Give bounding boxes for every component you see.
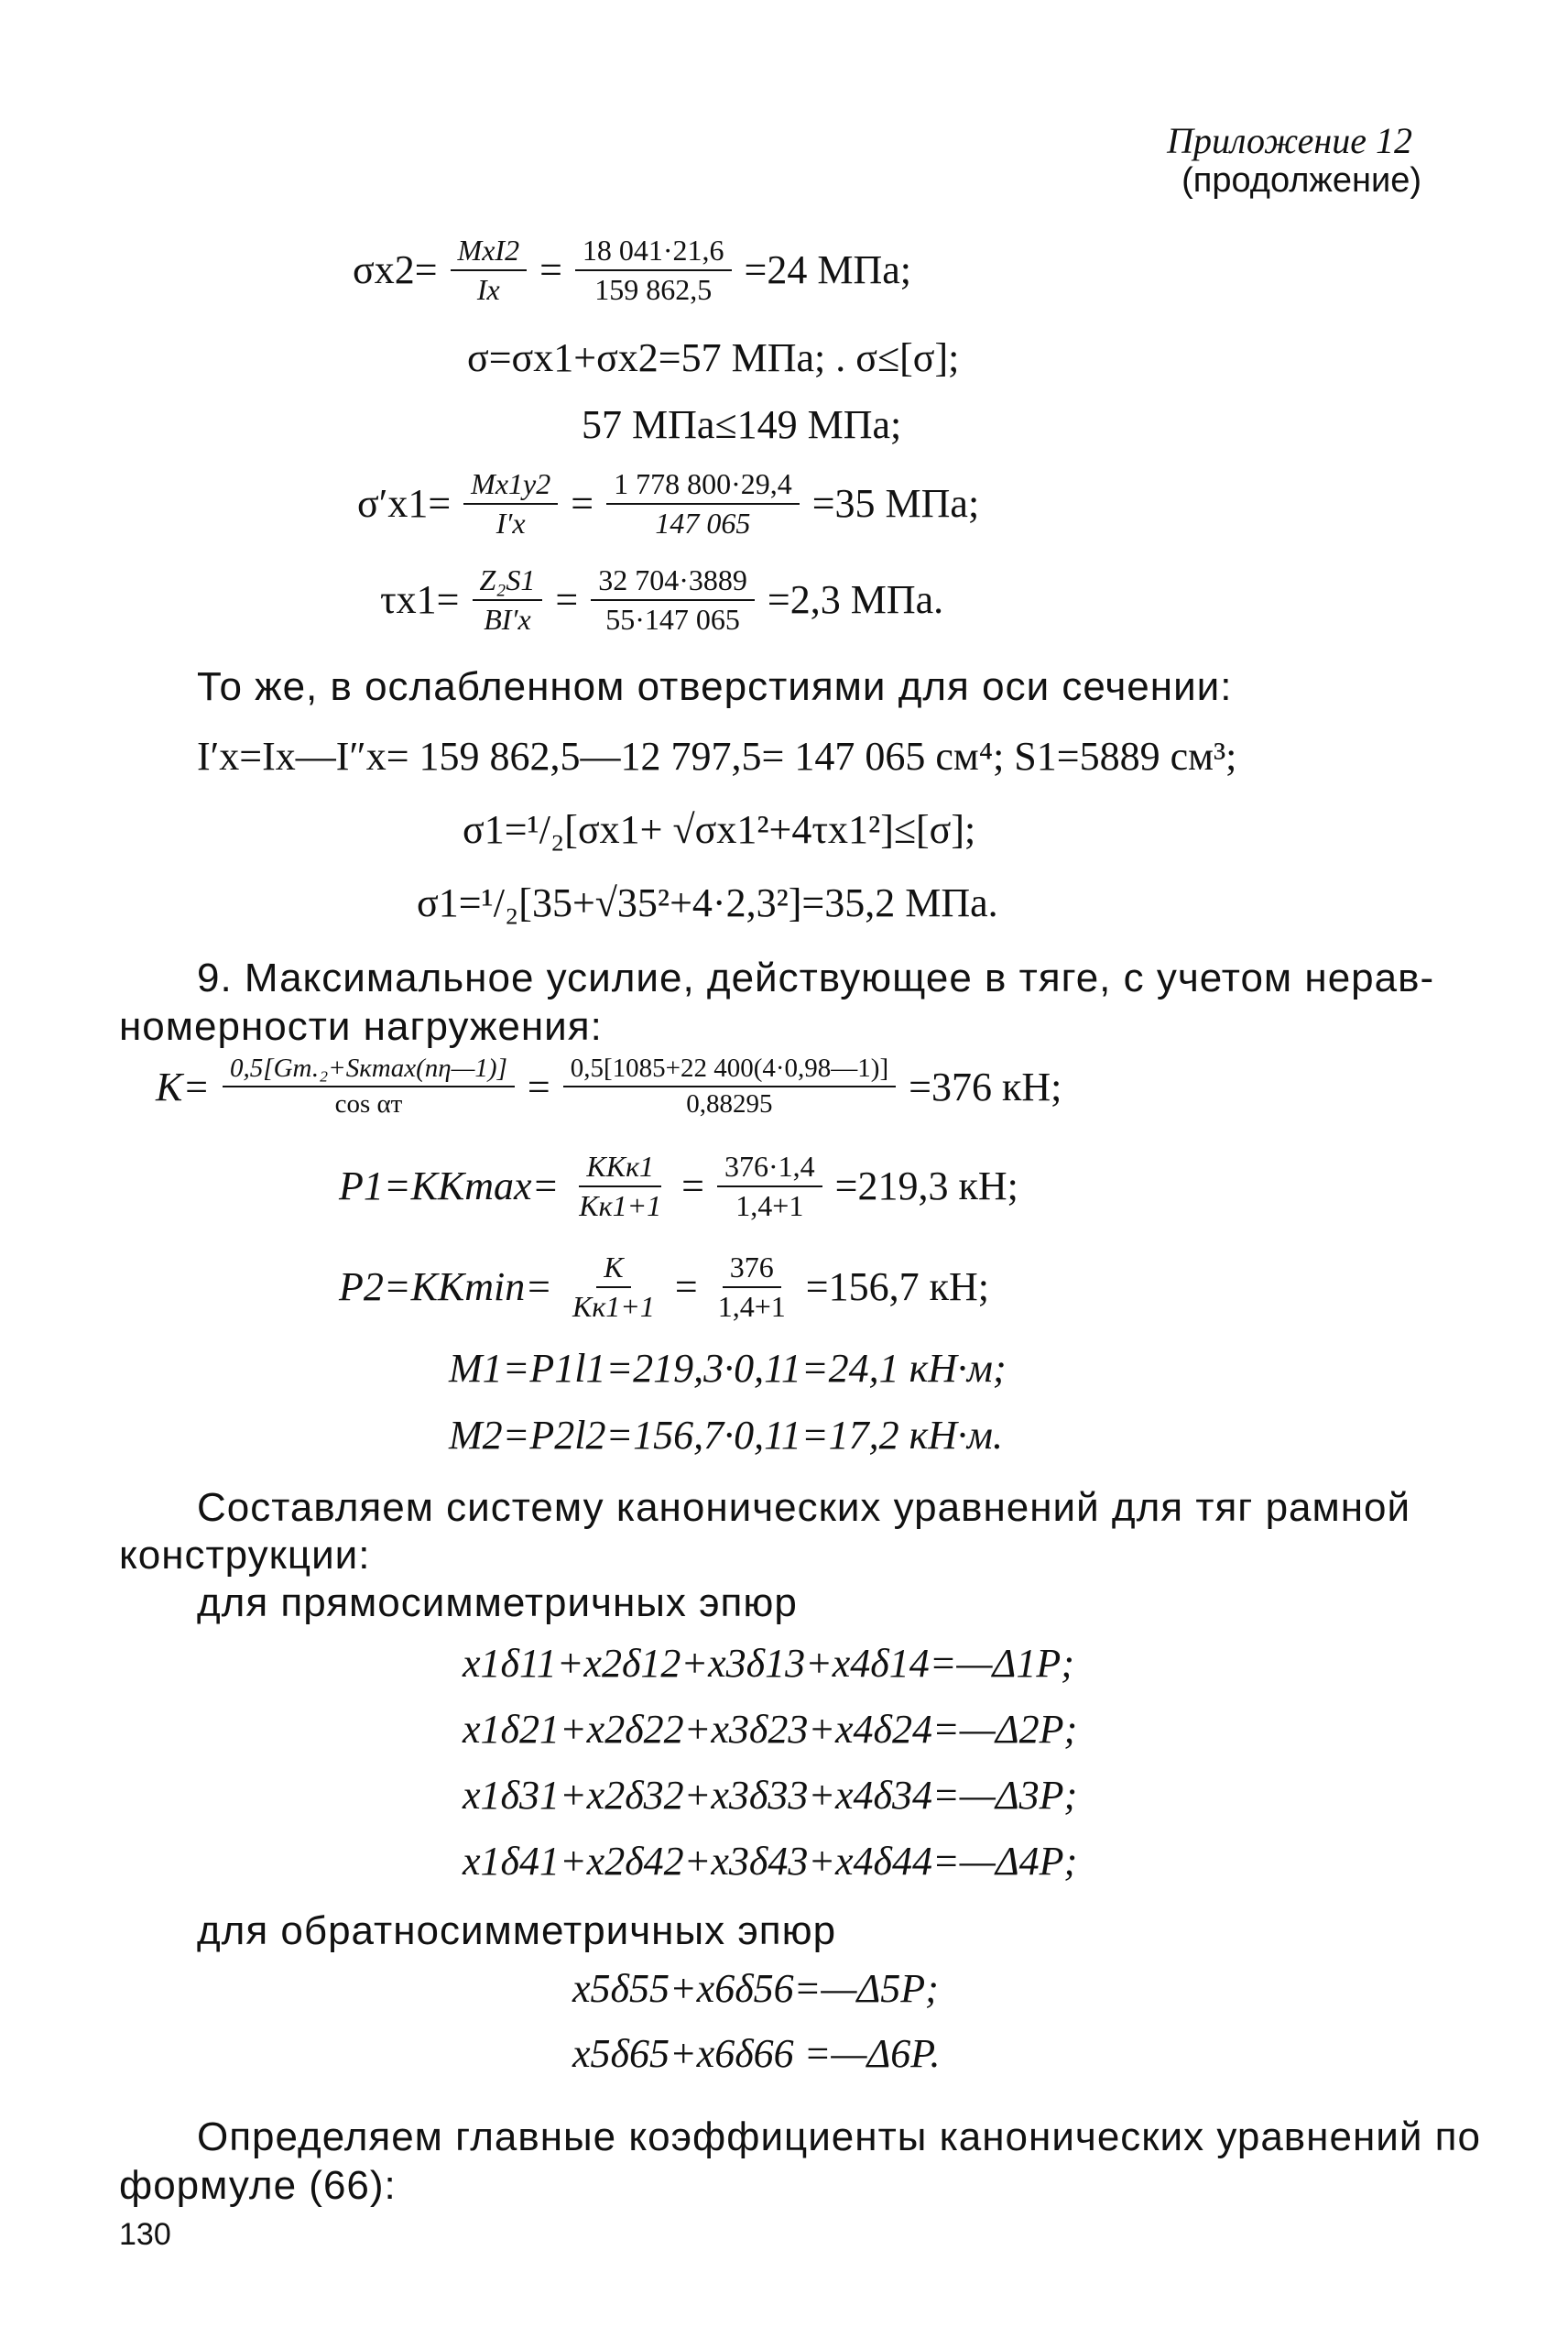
paragraph-canonical-line2: конструкции:: [119, 1533, 371, 1578]
fraction-numerator: 1 778 800·29,4: [606, 467, 800, 505]
fraction: [575, 234, 732, 307]
formula-rhs: =219,3 кН;: [834, 1164, 1018, 1209]
paragraph-inverse-symmetric: для обратносимметричных эпюр: [197, 1908, 837, 1953]
fraction: [572, 1150, 669, 1223]
equation-inverse-2: x5δ65+x6δ66 =—Δ6P.: [572, 2031, 941, 2076]
equals-sign: =: [539, 247, 562, 293]
appendix-label: Приложение 12: [1167, 120, 1412, 161]
formula-lhs: τx1=: [380, 577, 460, 623]
formula-lhs: σ′x1=: [357, 481, 452, 527]
equation-direct-1: x1δ11+x2δ12+x3δ13+x4δ14=—Δ1P;: [463, 1641, 1074, 1686]
fraction: [473, 563, 543, 637]
formula-sigma-sum: σ=σx1+σx2=57 МПа; . σ≤[σ];: [467, 335, 960, 380]
fraction-numerator: 18 041·21,6: [575, 234, 732, 271]
fraction-numerator: K: [596, 1251, 630, 1288]
fraction-denominator: I′x: [495, 506, 526, 540]
formula-rhs: =156,7 кН;: [805, 1264, 989, 1310]
equals-sign: =: [571, 481, 594, 527]
paragraph-max-force-line2: номерности нагружения:: [119, 1004, 603, 1049]
fraction: [711, 1251, 793, 1324]
fraction-denominator: 1,4+1: [735, 1188, 804, 1222]
fraction: [565, 1251, 662, 1324]
fraction-denominator: 55·147 065: [605, 602, 740, 636]
fraction-denominator: Kк1+1: [572, 1289, 655, 1323]
equation-direct-3: x1δ31+x2δ32+x3δ33+x4δ34=—Δ3P;: [463, 1773, 1078, 1818]
fraction-denominator: 1,4+1: [717, 1289, 786, 1323]
equation-direct-2: x1δ21+x2δ22+x3δ23+x4δ24=—Δ2P;: [463, 1707, 1078, 1752]
continuation-label: (продолжение): [1181, 161, 1421, 200]
paragraph-direct-symmetric: для прямосимметричных эпюр: [197, 1580, 798, 1625]
formula-sigma-compare: 57 МПа≤149 МПа;: [582, 402, 902, 447]
formula-rhs: =2,3 МПа.: [767, 577, 944, 623]
fraction-numerator: 376: [723, 1251, 781, 1288]
fraction-numerator: 32 704·3889: [591, 563, 755, 601]
formula-sigma-x2: [353, 234, 911, 307]
formula-sigma-prime-x1: [357, 467, 979, 541]
equation-inverse-1: x5δ55+x6δ56=—Δ5P;: [572, 1966, 939, 2011]
formula-sigma1-value: σ1=¹/₂[35+√35²+4·2,3²]=35,2 МПа.: [417, 880, 998, 925]
formula-p2: [339, 1251, 989, 1324]
formula-lhs: P1=KKmax=: [339, 1164, 560, 1209]
formula-m1: M1=P1l1=219,3·0,11=24,1 кН·м;: [449, 1346, 1007, 1391]
fraction-numerator: 0,5[Gт.₂+Sкmax(nη—1)]: [223, 1054, 515, 1087]
fraction: [717, 1150, 822, 1223]
formula-rhs: =376 кН;: [909, 1064, 1062, 1109]
fraction-numerator: KKк1: [579, 1150, 661, 1187]
fraction-denominator: 159 862,5: [594, 272, 713, 306]
fraction-numerator: 376·1,4: [717, 1150, 822, 1187]
paragraph-canonical-line1: Составляем систему канонических уравнений для тяг рамной: [197, 1485, 1411, 1530]
paragraph-max-force-line1: 9. Максимальное усилие, действующее в тяге, с учетом нерав-: [197, 956, 1435, 1000]
formula-lhs: P2=KKmin=: [339, 1264, 552, 1310]
formula-rhs: =24 МПа;: [744, 247, 912, 293]
formula-k: [156, 1054, 1062, 1120]
equation-direct-4: x1δ41+x2δ42+x3δ43+x4δ44=—Δ4P;: [463, 1839, 1078, 1884]
fraction: [463, 467, 558, 541]
equals-sign: =: [674, 1264, 698, 1310]
equals-sign: =: [555, 577, 579, 623]
paragraph-main-coefficients-line2: формуле (66):: [119, 2163, 397, 2208]
fraction: [451, 234, 528, 307]
equals-sign: =: [527, 1064, 550, 1109]
fraction: [563, 1054, 896, 1120]
fraction-denominator: BI′x: [484, 602, 531, 636]
equals-sign: =: [681, 1164, 704, 1209]
page-number: 130: [119, 2217, 171, 2252]
fraction-numerator: Z₂S1: [473, 563, 543, 601]
formula-tau-x1: [380, 563, 943, 637]
paragraph-weakened-section: То же, в ослабленном отверстиями для оси сечении:: [197, 664, 1233, 709]
paragraph-main-coefficients-line1: Определяем главные коэффициенты канонических уравнений по: [197, 2114, 1481, 2159]
formula-moment-of-inertia: I′x=Ix—I″x= 159 862,5—12 797,5= 147 065 см⁴; S1=5889 см³;: [197, 734, 1237, 779]
fraction-numerator: Mx1y2: [463, 467, 558, 505]
fraction-denominator: 0,88295: [686, 1089, 773, 1120]
formula-sigma1-general: σ1=¹/₂[σx1+ √σx1²+4τx1²]≤[σ];: [463, 807, 976, 852]
formula-lhs: K=: [156, 1064, 211, 1109]
fraction-denominator: cos αт: [334, 1089, 403, 1120]
formula-m2: M2=P2l2=156,7·0,11=17,2 кН·м.: [449, 1413, 1003, 1458]
fraction-denominator: Ix: [476, 272, 500, 306]
formula-p1: [339, 1150, 1018, 1223]
fraction-numerator: 0,5[1085+22 400(4·0,98—1)]: [563, 1054, 896, 1087]
fraction-denominator: Kк1+1: [579, 1188, 662, 1222]
fraction: [606, 467, 800, 541]
formula-rhs: =35 МПа;: [811, 481, 980, 527]
fraction-numerator: MxI2: [451, 234, 528, 271]
fraction-denominator: 147 065: [655, 506, 751, 540]
fraction: [591, 563, 755, 637]
fraction: [223, 1054, 515, 1120]
formula-lhs: σx2=: [353, 247, 438, 293]
